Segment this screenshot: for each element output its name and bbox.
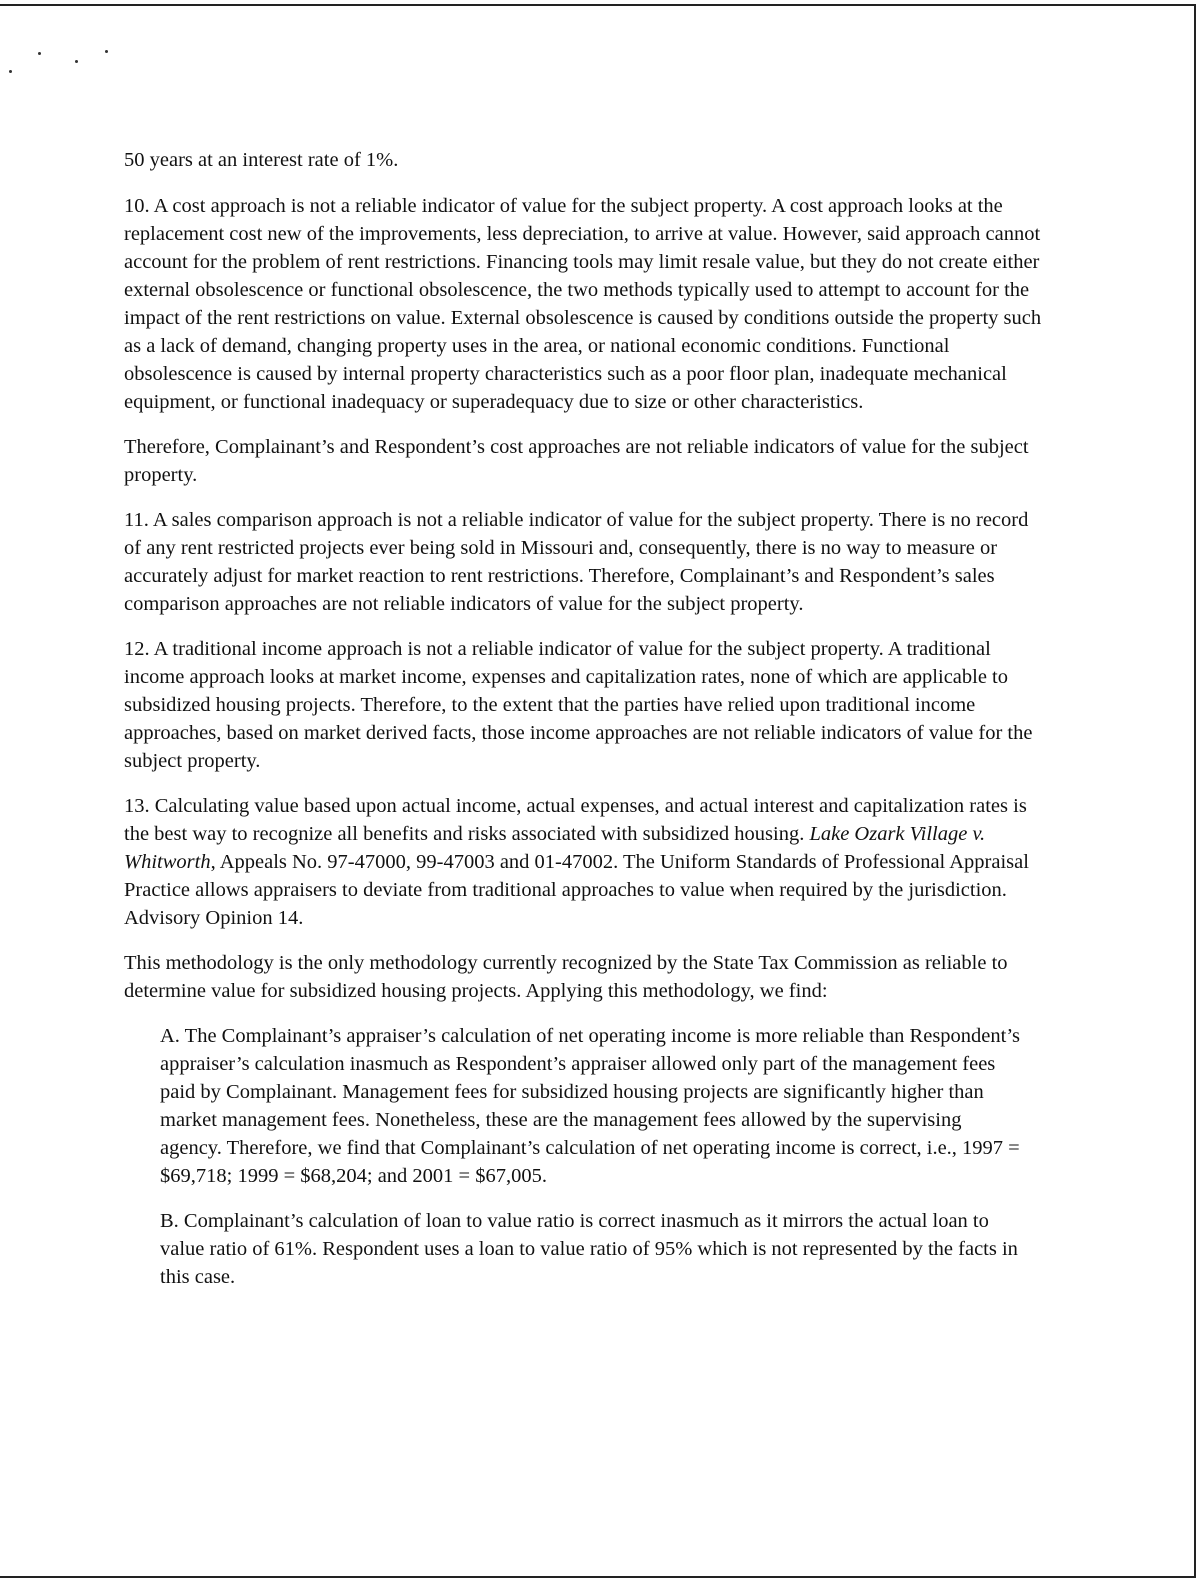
paragraph-methodology: This methodology is the only methodology currently recognized by the State Tax Commission as reliable to determine value for subsidized housing projects. Applying this methodology, we find: [124,952,1008,1002]
scan-speck [75,60,78,63]
paragraph-10: 10. A cost approach is not a reliable indicator of value for the subject property. A cost approach looks at the replacement cost new of the improvements, less depreciation, to arrive at value. However, said approach cannot account for the problem of rent restrictions. Financing tools may limit resale value, but they do not create either external obsolescence or functional obsolescence, the two methods typically used to attempt to account for the impact of the rent restrictions on value. External obsolescence is caused by conditions outside the property such as a lack of demand, changing property uses in the area, or national economic conditions. Functional obsolescence is caused by internal property characteristics such as a poor floor plan, inadequate mechanical equipment, or functional inadequacy or superadequacy due to size or other characteristics. [124,195,1042,413]
paragraph-13 [124,792,1049,932]
paragraph-13-text: 13. Calculating value based upon actual income, actual expenses, and actual interest and capitalization rates is the best way to recognize all benefits and risks associated with subsidized housing. [124,795,1027,845]
page-border-bottom [0,1576,1194,1578]
opening-line: 50 years at an interest rate of 1%. [124,149,399,171]
paragraph-12: 12. A traditional income approach is not a reliable indicator of value for the subject property. A traditional income approach looks at market income, expenses and capitalization rates, none of which are applicable to subsidized housing projects. Therefore, to the extent that the parties have relied upon traditional income approaches, based on market derived facts, those income approaches are not reliable indicators of value for the subject property. [124,638,1033,772]
paragraph-cost-conclusion: Therefore, Complainant’s and Respondent’s cost approaches are not reliable indicators of value for the subject property. [124,436,1029,486]
scan-speck [105,50,108,53]
finding-b: B. Complainant’s calculation of loan to value ratio is correct inasmuch as it mirrors the actual loan to value ratio of 61%. Respondent uses a loan to value ratio of 95% which is not represented by the facts in this case. [160,1210,1018,1288]
case-citation: Lake Ozark Village v. Whitworth [124,823,986,873]
scan-speck [38,52,41,55]
document-body [124,146,1049,1308]
paragraph-13-rest: , Appeals No. 97-47000, 99-47003 and 01-47002. The Uniform Standards of Professional Appraisal Practice allows appraisers to deviate from traditional approaches to value when required by the jurisdiction. Advisory Opinion 14. [124,851,1029,929]
scan-speck [9,70,12,73]
finding-a: A. The Complainant’s appraiser’s calculation of net operating income is more reliable than Respondent’s appraiser’s calculation inasmuch as Respondent’s appraiser allowed only part of the management fees paid by Complainant. Management fees for subsidized housing projects are significantly higher than market management fees. Nonetheless, these are the management fees allowed by the supervising agency. Therefore, we find that Complainant’s calculation of net operating income is correct, i.e., 1997 = $69,718; 1999 = $68,204; and 2001 = $67,005. [160,1025,1021,1187]
page-border-right [1194,4,1196,1578]
paragraph-11: 11. A sales comparison approach is not a reliable indicator of value for the subject property. There is no record of any rent restricted projects ever being sold in Missouri and, consequently, there is no way to measure or accurately adjust for market reaction to rent restrictions. Therefore, Complainant’s and Respondent’s sales comparison approaches are not reliable indicators of value for the subject property. [124,509,1029,615]
page-border-top [0,4,1194,6]
